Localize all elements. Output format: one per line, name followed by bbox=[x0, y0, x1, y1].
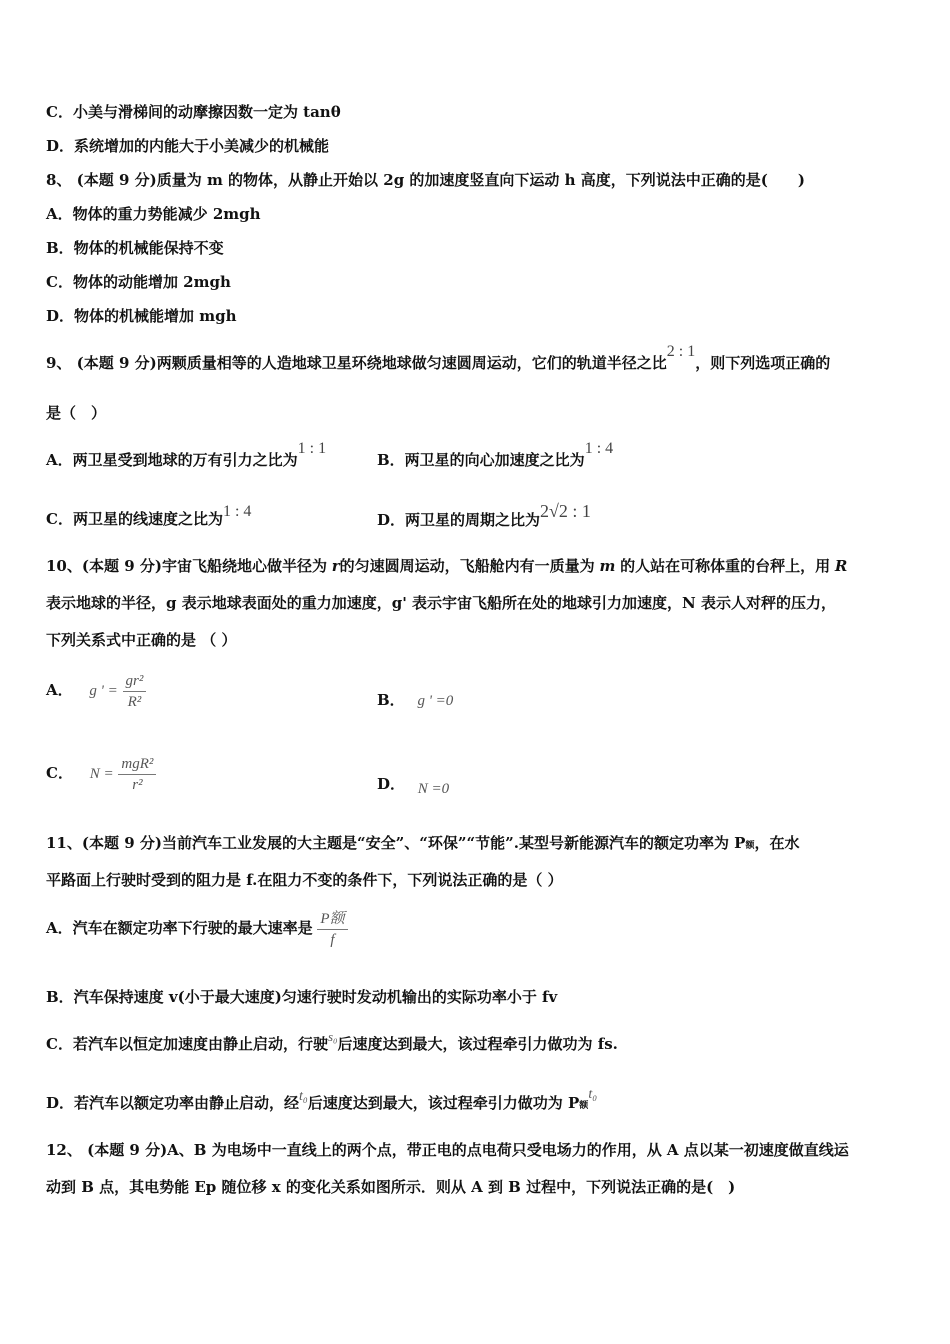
q9-ratio: 2 : 1 bbox=[666, 343, 696, 360]
q10-option-d-label: D． bbox=[377, 775, 406, 793]
q10-option-c-numerator: mgR² bbox=[118, 754, 156, 775]
q10-option-a-lhs: g ' = bbox=[89, 683, 118, 699]
q10-stem-line3: 下列关系式中正确的是 （ ） bbox=[46, 631, 237, 649]
q10-var-r: r bbox=[331, 557, 340, 575]
q11-option-d-sub-rated: 额 bbox=[579, 1101, 589, 1111]
q9-option-c-text: C．两卫星的线速度之比为 bbox=[46, 510, 223, 528]
q8-option-b: B．物体的机械能保持不变 bbox=[46, 239, 224, 257]
q10-option-a-denominator: R² bbox=[127, 693, 142, 710]
q9-stem bbox=[46, 343, 831, 375]
q9-option-d-text: D．两卫星的周期之比为 bbox=[377, 511, 541, 529]
q9-option-a-value: 1 : 1 bbox=[297, 440, 327, 457]
q11-option-d-t0: t₀ bbox=[299, 1089, 308, 1104]
q11-option-a-text: A．汽车在额定功率下行驶的最大速率是 bbox=[46, 919, 313, 937]
q9-option-b-text: B．两卫星的向心加速度之比为 bbox=[377, 451, 585, 469]
q9-option-a-text: A．两卫星受到地球的万有引力之比为 bbox=[46, 451, 298, 469]
q9-stem-line2: 是（ ） bbox=[46, 404, 107, 422]
q11-option-d bbox=[46, 1087, 598, 1117]
q7-option-c: C．小美与滑梯间的动摩擦因数一定为 tanθ bbox=[46, 103, 341, 121]
q11-option-c-text-b: 后速度达到最大，该过程牵引力做功为 fs. bbox=[337, 1035, 618, 1053]
q7-option-d: D．系统增加的内能大于小美减少的机械能 bbox=[46, 137, 330, 155]
q12-stem-line1: 12、 (本题 9 分)A、B 为电场中一直线上的两个点，带正电的点电荷只受电场力的作用，从 A 点以某一初速度做直线运 bbox=[46, 1141, 849, 1159]
q10-option-a-fraction bbox=[123, 671, 147, 712]
q9-option-b-value: 1 : 4 bbox=[584, 440, 614, 457]
q11-stem-line1 bbox=[46, 832, 799, 857]
q10-stem-line1 bbox=[46, 555, 847, 577]
q11-option-a bbox=[46, 904, 348, 952]
q9-stem-text: 9、 (本题 9 分)两颗质量相等的人造地球卫星环绕地球做匀速圆周运动，它们的轨道半径之比 bbox=[46, 354, 667, 372]
q10-option-b-label: B． bbox=[377, 691, 405, 709]
q10-option-a-numerator: gr² bbox=[123, 671, 147, 692]
q8-option-d: D．物体的机械能增加 mgh bbox=[46, 307, 237, 325]
q10-text-c: 的人站在可称体重的台秤上，用 bbox=[620, 557, 831, 575]
q11-option-c-text-a: C．若汽车以恒定加速度由静止启动，行驶 bbox=[46, 1035, 328, 1053]
q10-option-a bbox=[46, 668, 146, 713]
q11-sub-rated: 额 bbox=[745, 841, 755, 851]
q10-text-b: 的匀速圆周运动，飞船舱内有一质量为 bbox=[339, 557, 595, 575]
q11-option-c-s0: s₀ bbox=[327, 1029, 338, 1044]
q10-option-d bbox=[377, 773, 449, 796]
q10-stem-line2: 表示地球的半径，g 表示地球表面处的重力加速度，g' 表示宇宙飞船所在处的地球引力加速度，N 表示人对秤的压力， bbox=[46, 594, 836, 612]
q9-option-c-value: 1 : 4 bbox=[222, 503, 252, 520]
q11-text-b: ，在水 bbox=[754, 834, 800, 852]
q11-option-a-numerator: P额 bbox=[317, 909, 347, 930]
q11-option-c bbox=[46, 1029, 618, 1056]
q10-option-c-lhs: N = bbox=[89, 766, 114, 782]
q10-option-c bbox=[46, 751, 156, 796]
q9-option-d-value: 2√2 : 1 bbox=[540, 501, 591, 521]
q9-stem-tail: ，则下列选项正确的 bbox=[695, 354, 831, 372]
q11-option-b: B．汽车保持速度 v(小于最大速度)匀速行驶时发动机输出的实际功率小于 fv bbox=[46, 988, 558, 1006]
q9-option-b bbox=[377, 440, 614, 472]
q8-stem: 8、 (本题 9 分)质量为 m 的物体，从静止开始以 2g 的加速度竖直向下运动 h 高度，下列说法中正确的是( ) bbox=[46, 171, 805, 189]
q11-option-d-t0-2: t₀ bbox=[588, 1087, 598, 1102]
q10-option-c-fraction bbox=[118, 754, 156, 795]
q11-option-a-fraction bbox=[317, 909, 347, 950]
q10-option-b bbox=[377, 689, 453, 712]
q9-option-d bbox=[377, 501, 591, 531]
q10-option-c-denominator: r² bbox=[132, 776, 143, 793]
q8-option-c: C．物体的动能增加 2mgh bbox=[46, 273, 231, 291]
q11-option-d-text-b: 后速度达到最大，该过程牵引力做功为 P bbox=[307, 1094, 580, 1112]
q10-var-R: R bbox=[834, 557, 848, 575]
q10-var-m: m bbox=[599, 557, 616, 575]
q11-text-a: 11、(本题 9 分)当前汽车工业发展的大主题是“安全”、“环保”“节能”.某型号新能源汽车的额定功率为 P bbox=[46, 834, 746, 852]
q10-option-b-expr: g ' =0 bbox=[417, 693, 454, 709]
q11-option-d-text-a: D．若汽车以额定功率由静止启动，经 bbox=[46, 1094, 300, 1112]
q9-option-c bbox=[46, 503, 252, 531]
q10-option-c-label: C． bbox=[46, 764, 73, 782]
q10-option-d-expr: N =0 bbox=[417, 781, 450, 797]
q11-stem-line2: 平路面上行驶时受到的阻力是 f.在阻力不变的条件下，下列说法正确的是（ ） bbox=[46, 871, 563, 889]
q10-option-a-label: A． bbox=[46, 681, 73, 699]
q12-stem-line2: 动到 B 点，其电势能 Ep 随位移 x 的变化关系如图所示．则从 A 到 B 过程中，下列说法正确的是( ) bbox=[46, 1178, 736, 1196]
q11-option-a-denominator: f bbox=[330, 931, 335, 948]
q10-text-a: 10、(本题 9 分)宇宙飞船绕地心做半径为 bbox=[46, 557, 327, 575]
q9-option-a bbox=[46, 440, 327, 472]
q8-option-a: A．物体的重力势能减少 2mgh bbox=[46, 205, 261, 223]
